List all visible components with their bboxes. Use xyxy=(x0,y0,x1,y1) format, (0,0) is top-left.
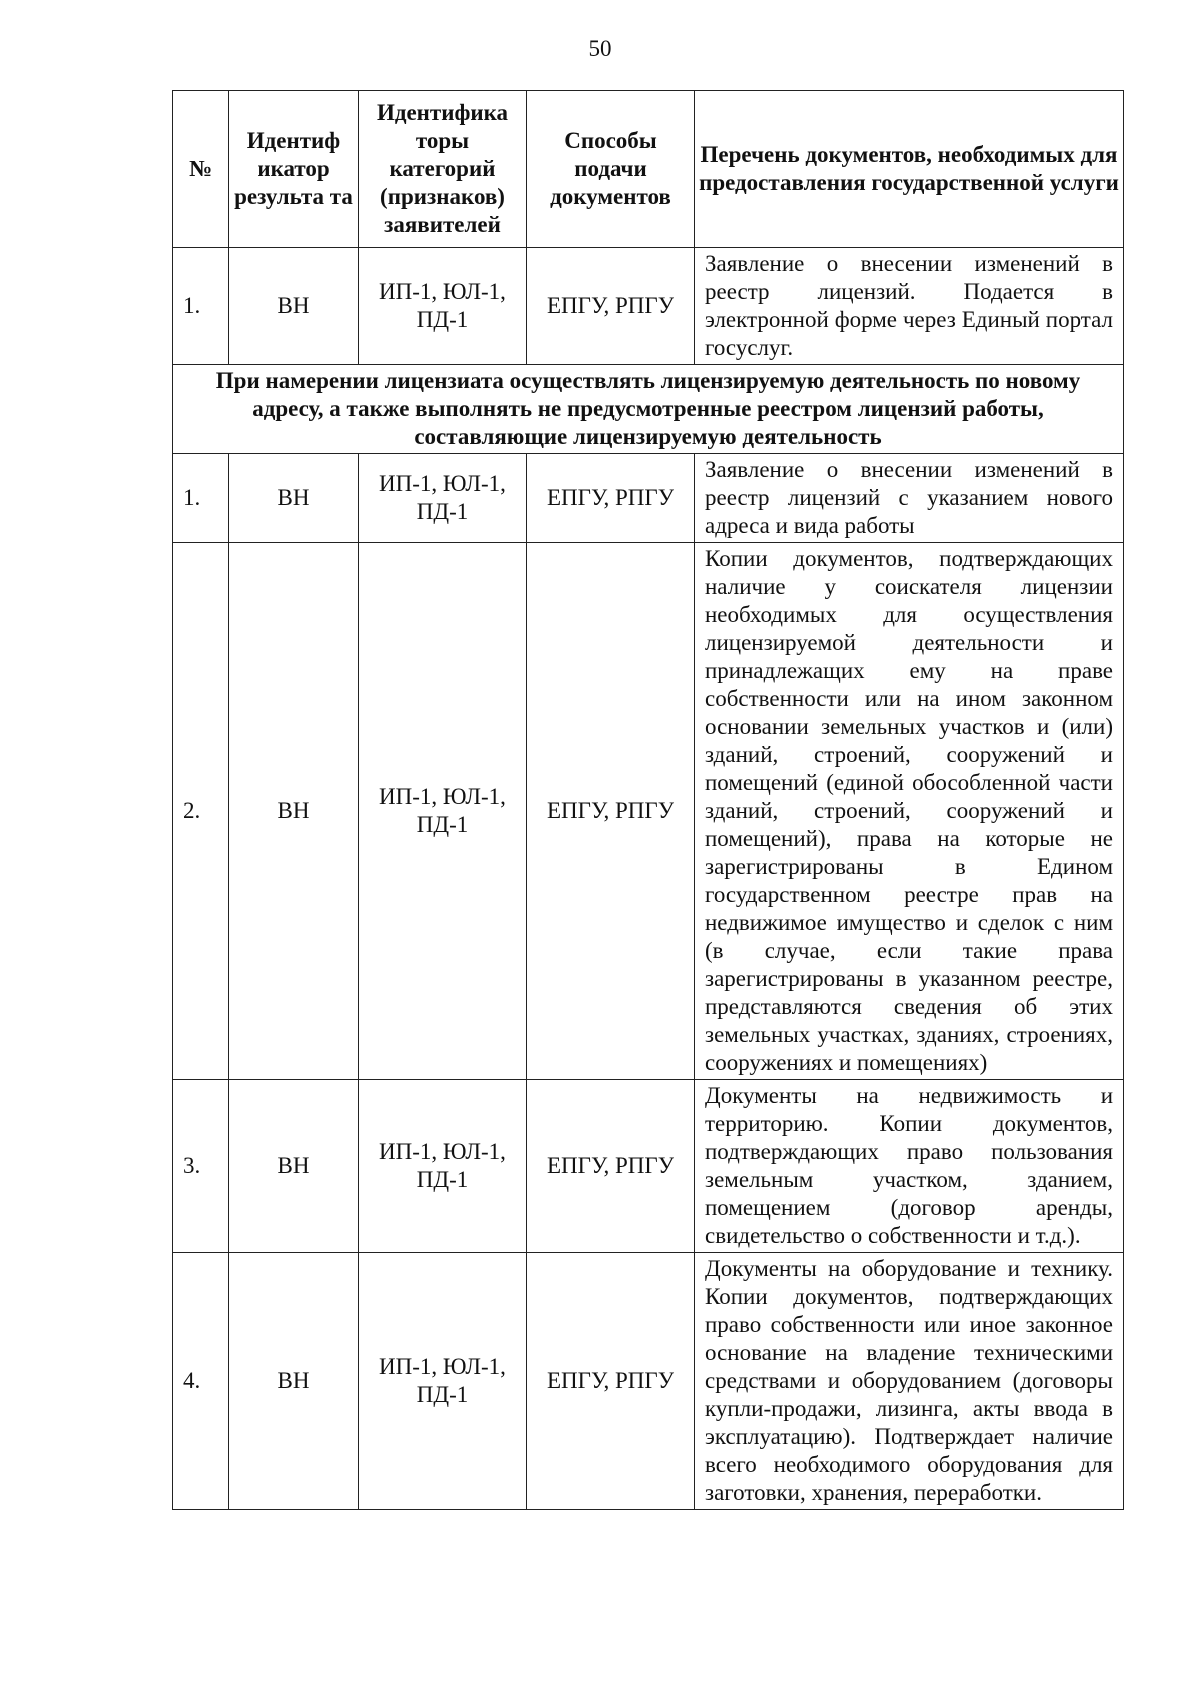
cell-categories: ИП-1, ЮЛ-1, ПД-1 xyxy=(359,454,527,543)
header-methods: Способы подачи документов xyxy=(527,91,695,248)
cell-methods: ЕПГУ, РПГУ xyxy=(527,454,695,543)
cell-categories: ИП-1, ЮЛ-1, ПД-1 xyxy=(359,1253,527,1510)
section-row xyxy=(173,365,1124,454)
cell-methods: ЕПГУ, РПГУ xyxy=(527,1253,695,1510)
cell-result: ВН xyxy=(229,454,359,543)
cell-categories: ИП-1, ЮЛ-1, ПД-1 xyxy=(359,248,527,365)
cell-categories: ИП-1, ЮЛ-1, ПД-1 xyxy=(359,1080,527,1253)
page-number: 50 xyxy=(588,36,612,61)
cell-result: ВН xyxy=(229,543,359,1080)
header-num: № xyxy=(173,91,229,248)
cell-docs: Копии документов, подтверждающих наличие у соискателя лицензии необходимых для осуществления лицензируемой деятельности и принадлежащих ему на праве собственности или на ином законном основании земельных участков и (или) зданий, строений, сооружений и помещений (единой обособленной части зданий, строений, сооружений и помещений), права на которые не зарегистрированы в Едином государственном реестре прав на недвижимое имущество и сделок с ним (в случае, если такие права зарегистрированы в указанном реестре, представляются сведения об этих земельных участках, зданиях, строениях, сооружениях и помещениях) xyxy=(695,543,1124,1080)
cell-num: 2. xyxy=(173,543,229,1080)
section-heading: При намерении лицензиата осуществлять лицензируемую деятельность по новому адресу, а также выполнять не предусмотренные реестром лицензий работы, составляющие лицензируемую деятельность xyxy=(173,365,1124,454)
table-header-row xyxy=(173,91,1124,248)
table-row xyxy=(173,248,1124,365)
cell-num: 3. xyxy=(173,1080,229,1253)
cell-num: 4. xyxy=(173,1253,229,1510)
cell-methods: ЕПГУ, РПГУ xyxy=(527,543,695,1080)
cell-result: ВН xyxy=(229,1080,359,1253)
header-result: Идентиф икатор результа та xyxy=(229,91,359,248)
table-row xyxy=(173,543,1124,1080)
cell-methods: ЕПГУ, РПГУ xyxy=(527,248,695,365)
table-row xyxy=(173,1080,1124,1253)
table-row xyxy=(173,454,1124,543)
cell-docs: Заявление о внесении изменений в реестр лицензий с указанием нового адреса и вида работы xyxy=(695,454,1124,543)
cell-num: 1. xyxy=(173,454,229,543)
cell-docs: Документы на оборудование и технику. Копии документов, подтверждающих право собственности или иное законное основание на владение техническими средствами и оборудованием (договоры купли-продажи, лизинга, акты ввода в эксплуатацию). Подтверждает наличие всего необходимого оборудования для заготовки, хранения, переработки. xyxy=(695,1253,1124,1510)
header-docs: Перечень документов, необходимых для предоставления государственной услуги xyxy=(695,91,1124,248)
header-categories: Идентифика торы категорий (признаков) заявителей xyxy=(359,91,527,248)
cell-docs: Заявление о внесении изменений в реестр лицензий. Подается в электронной форме через Единый портал госуслуг. xyxy=(695,248,1124,365)
cell-result: ВН xyxy=(229,1253,359,1510)
table-row xyxy=(173,1253,1124,1510)
documents-table xyxy=(172,90,1124,1510)
cell-docs: Документы на недвижимость и территорию. Копии документов, подтверждающих право пользования земельным участком, зданием, помещением (договор аренды, свидетельство о собственности и т.д.). xyxy=(695,1080,1124,1253)
cell-categories: ИП-1, ЮЛ-1, ПД-1 xyxy=(359,543,527,1080)
cell-result: ВН xyxy=(229,248,359,365)
cell-methods: ЕПГУ, РПГУ xyxy=(527,1080,695,1253)
cell-num: 1. xyxy=(173,248,229,365)
